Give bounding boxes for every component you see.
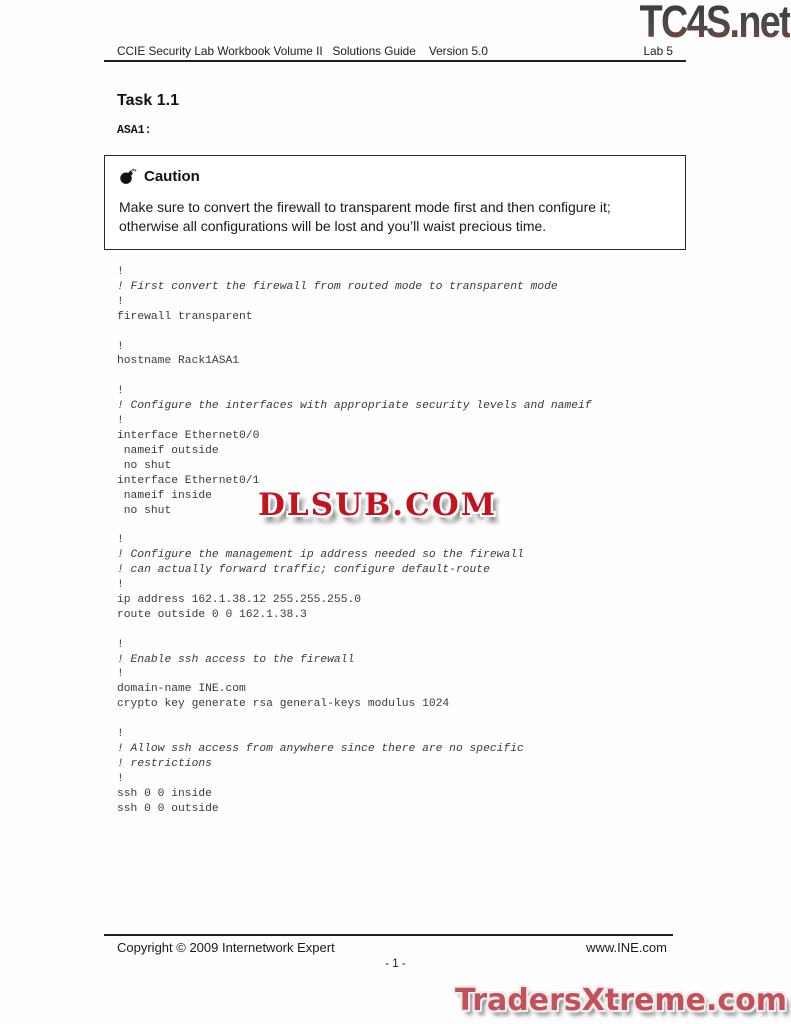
code-line: no shut xyxy=(117,459,172,472)
caution-title-row xyxy=(119,168,671,185)
code-line: ip address 162.1.38.12 255.255.255.0 xyxy=(117,593,362,606)
code-line: hostname Rack1ASA1 xyxy=(117,355,240,368)
code-line: ! xyxy=(117,668,124,681)
code-line: interface Ethernet0/1 xyxy=(117,474,260,487)
code-line: ssh 0 0 outside xyxy=(117,802,219,815)
code-line: ! Configure the management ip address needed so the firewall xyxy=(117,549,524,562)
code-line: route outside 0 0 162.1.38.3 xyxy=(117,608,307,621)
code-line: ! Enable ssh access to the firewall xyxy=(117,653,355,666)
code-line: ! Configure the interfaces with appropriate security levels and nameif xyxy=(117,400,592,413)
header-lab-number: Lab 5 xyxy=(643,44,673,58)
code-line: ! xyxy=(117,772,124,785)
page-number: - 1 - xyxy=(385,958,406,970)
dlsub-watermark-logo[interactable]: DLSUB.COM xyxy=(258,487,498,523)
page-footer xyxy=(104,934,673,955)
code-line: ! Allow ssh access from anywhere since there are no specific xyxy=(117,743,524,755)
code-line: ! xyxy=(117,638,124,651)
code-line: ! xyxy=(117,340,124,353)
device-label: ASA1: xyxy=(117,124,152,137)
tc4s-watermark-logo[interactable]: TC4S.net xyxy=(640,0,790,48)
code-line xyxy=(117,623,592,638)
bomb-icon xyxy=(119,168,137,185)
code-line: ! xyxy=(117,295,124,308)
code-line: firewall transparent xyxy=(117,310,253,323)
code-line: ! First convert the firewall from routed mode to transparent mode xyxy=(117,280,558,293)
footer-site-link[interactable]: www.INE.com xyxy=(586,940,667,955)
code-line: ! can actually forward traffic; configure default-route xyxy=(117,564,490,577)
caution-title: Caution xyxy=(144,168,200,185)
code-line: ! xyxy=(117,385,124,398)
code-line: crypto key generate rsa general-keys modulus 1024 xyxy=(117,698,450,711)
code-line: nameif inside xyxy=(117,489,212,502)
task-title: Task 1.1 xyxy=(117,92,179,109)
code-line: ssh 0 0 inside xyxy=(117,787,212,800)
code-line xyxy=(117,325,592,340)
code-line: ! xyxy=(117,266,124,278)
code-line: ! restrictions xyxy=(117,757,212,770)
code-line: domain-name INE.com xyxy=(117,683,246,696)
header-title: CCIE Security Lab Workbook Volume II Solutions Guide Version 5.0 xyxy=(117,44,488,58)
code-block xyxy=(117,265,592,817)
caution-body-text: Make sure to convert the firewall to transparent mode first and then configure it; otherwise all configurations will be lost and you’ll waist precious time. xyxy=(119,199,611,234)
code-line: nameif outside xyxy=(117,444,219,457)
code-line xyxy=(117,712,592,727)
code-line: ! xyxy=(117,415,124,428)
code-line: interface Ethernet0/0 xyxy=(117,429,260,442)
code-line: ! xyxy=(117,534,124,547)
page-header xyxy=(104,44,686,62)
tradersxtreme-watermark-logo[interactable]: TradersXtreme.com xyxy=(455,983,787,1018)
code-line xyxy=(117,369,592,384)
code-line: ! xyxy=(117,579,124,592)
caution-box xyxy=(104,155,686,250)
footer-copyright: Copyright © 2009 Internetwork Expert xyxy=(117,940,335,955)
code-line: ! xyxy=(117,728,124,741)
code-line: no shut xyxy=(117,504,172,517)
